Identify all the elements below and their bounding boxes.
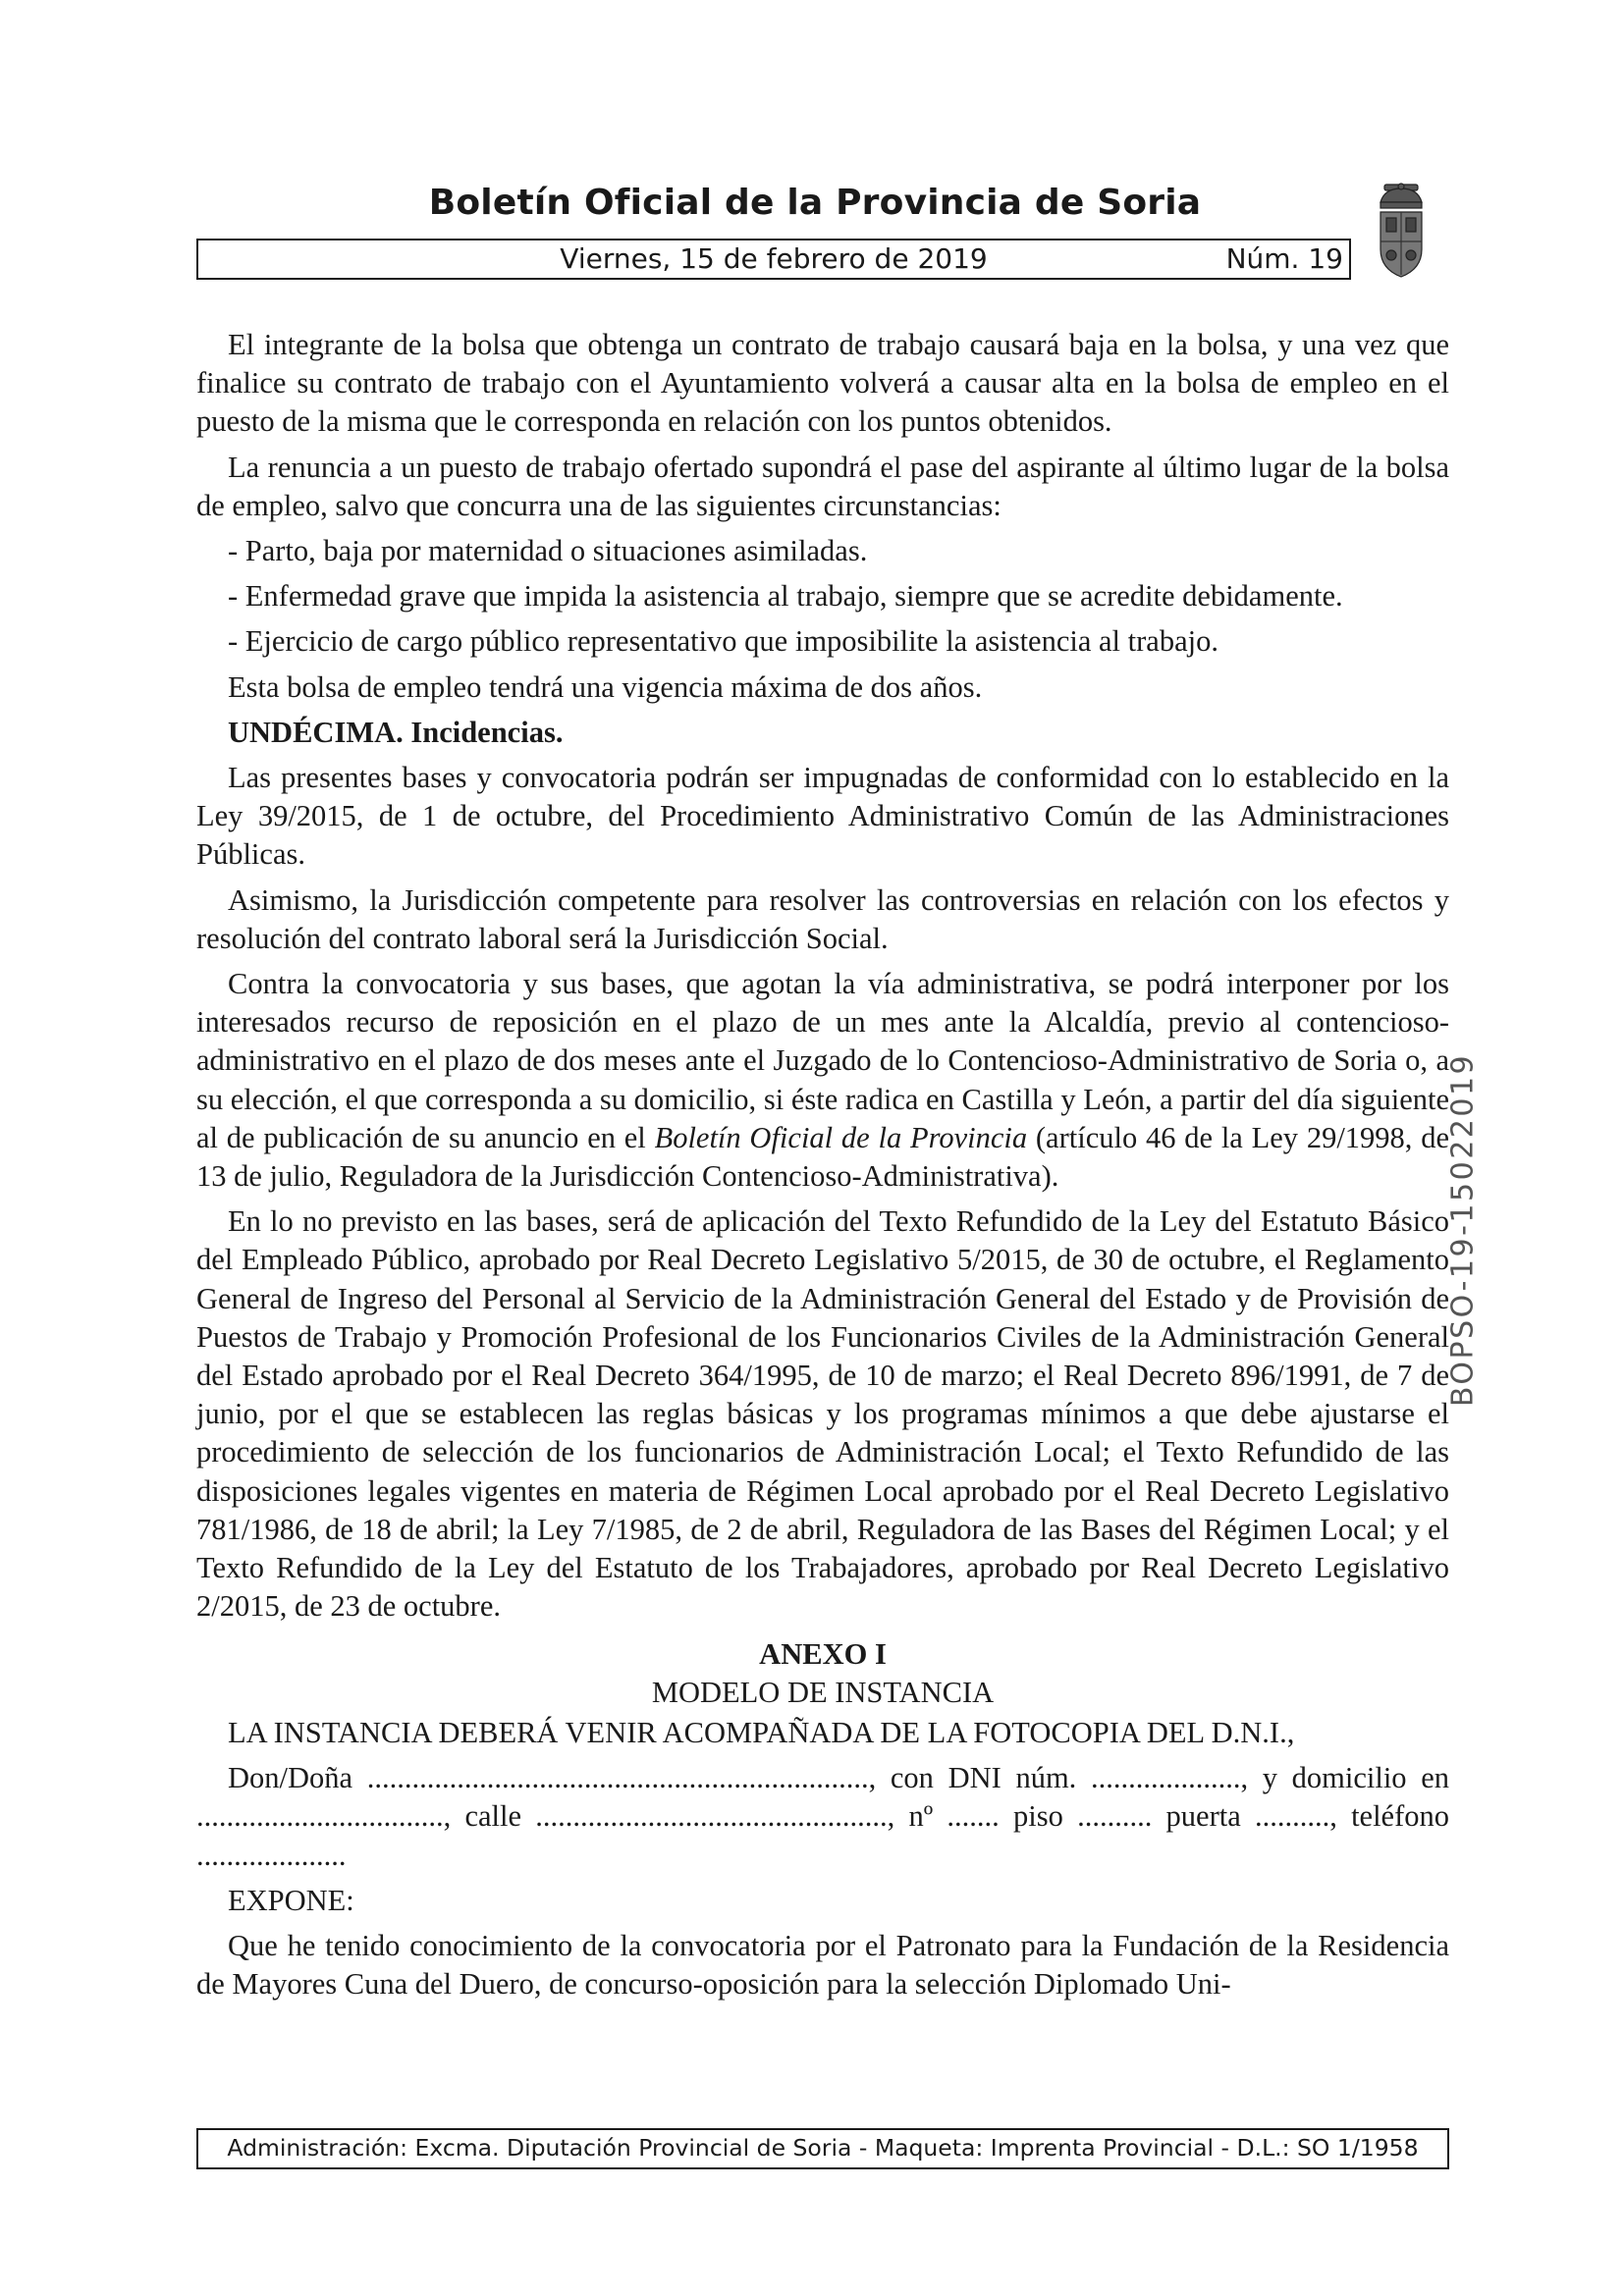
expone-label: EXPONE: [228, 1883, 354, 1917]
paragraph: El integrante de la bolsa que obtenga un contrato de trabajo causará baja en la bolsa, y una vez que finalice su contrato de trabajo con el Ayuntamiento volverá a causar alta en la bolsa de empleo en el puesto de la misma que le corresponda en relación con los puntos obtenidos. [196, 328, 1449, 439]
issue-date: Viernes, 15 de febrero de 2019 [560, 242, 988, 275]
paragraph: Que he tenido conocimiento de la convocatoria por el Patronato para la Fundación de la Residencia de Mayores Cuna del Duero, de concurso-oposición para la selección Diplomado Uni- [196, 1928, 1449, 2002]
coat-of-arms-icon [1367, 181, 1435, 289]
annex-subtitle: MODELO DE INSTANCIA [651, 1675, 995, 1709]
list-item: - Parto, baja por maternidad o situaciones asimiladas. [228, 534, 868, 568]
appeal-text-end: (artículo 46 de la Ley 29/1998, de 13 de julio, Reguladora de la Jurisdicción Contencioso-Administrativa). [196, 1120, 1449, 1194]
section-heading: UNDÉCIMA. Incidencias. [228, 715, 564, 749]
document-body [196, 326, 1449, 2010]
document-code-text: BOPSO-19-15022019 [1445, 1052, 1481, 1408]
paragraph: Las presentes bases y convocatoria podrán ser impugnadas de conformidad con lo establecido en la Ley 39/2015, de 1 de octubre, del Procedimiento Administrativo Común de las Administraciones Públicas. [196, 761, 1449, 872]
annex-title: ANEXO I [759, 1636, 887, 1671]
paragraph: Asimismo, la Jurisdicción competente para resolver las controversias en relación con los efectos y resolución del contrato laboral será la Jurisdicción Social. [196, 882, 1449, 955]
header-bar [196, 239, 1351, 280]
form-line: Don/Doña ..................................................................., con DNI núm. ...................., y domicilio en ................................., calle ..............................................., nº ....... piso .......... puerta .........., teléfono .................... [196, 1761, 1449, 1872]
paragraph: Esta bolsa de empleo tendrá una vigencia máxima de dos años. [228, 669, 983, 704]
issue-number: Núm. 19 [1225, 242, 1343, 275]
footer-bar: Administración: Excma. Diputación Provincial de Soria - Maqueta: Imprenta Provincial - D.L.: SO 1/1958 [196, 2128, 1449, 2169]
paragraph: La renuncia a un puesto de trabajo ofertado supondrá el pase del aspirante al último lugar de la bolsa de empleo, salvo que concurra una de las siguientes circunstancias: [196, 450, 1449, 522]
list-item: - Enfermedad grave que impida la asistencia al trabajo, siempre que se acredite debidamente. [228, 579, 1343, 614]
annex-notice: LA INSTANCIA DEBERÁ VENIR ACOMPAÑADA DE LA FOTOCOPIA DEL D.N.I., [228, 1715, 1295, 1749]
appeal-paragraph [196, 965, 1449, 1196]
paragraph: En lo no previsto en las bases, será de aplicación del Texto Refundido de la Ley del Estatuto Básico del Empleado Público, aprobado por Real Decreto Legislativo 5/2015, de 30 de octubre, el Reglamento General de Ingreso del Personal al Servicio de la Administración General del Estado y de Provisión de Puestos de Trabajo y Promoción Profesional de los Funcionarios Civiles de la Administración General del Estado aprobado por el Real Decreto 364/1995, de 10 de marzo; el Real Decreto 896/1991, de 7 de junio, por el que se establecen las reglas básicas y los programas mínimos a que debe ajustarse el procedimiento de selección de los funcionarios de Administración Local; el Texto Refundido de las disposiciones legales vigentes en materia de Régimen Local aprobado por el Real Decreto Legislativo 781/1986, de 18 de abril; la Ley 7/1985, de 2 de abril, Reguladora de las Bases del Régimen Local; y el Texto Refundido de la Ley del Estatuto de los Trabajadores, aprobado por Real Decreto Legislativo 2/2015, de 23 de octubre. [196, 1204, 1449, 1624]
bulletin-title: Boletín Oficial de la Provincia de Soria [428, 183, 1202, 223]
list-item: - Ejercicio de cargo público representativo que imposibilite la asistencia al trabajo. [228, 624, 1218, 659]
appeal-italic-text: Boletín Oficial de la Provincia [654, 1120, 1028, 1154]
appeal-text: Contra la convocatoria y sus bases, que agotan la vía administrativa, se podrá interponer por los interesados recurso de reposición en el plazo de un mes ante la Alcaldía, previo al contencioso-administrativo en el plazo de dos meses ante el Juzgado de lo Contencioso-Administrativo de Soria o, a su elección, el que corresponda a su domicilio, si éste radica en Castilla y León, a partir del día siguiente al de publicación de su anuncio en el [196, 967, 1449, 1154]
